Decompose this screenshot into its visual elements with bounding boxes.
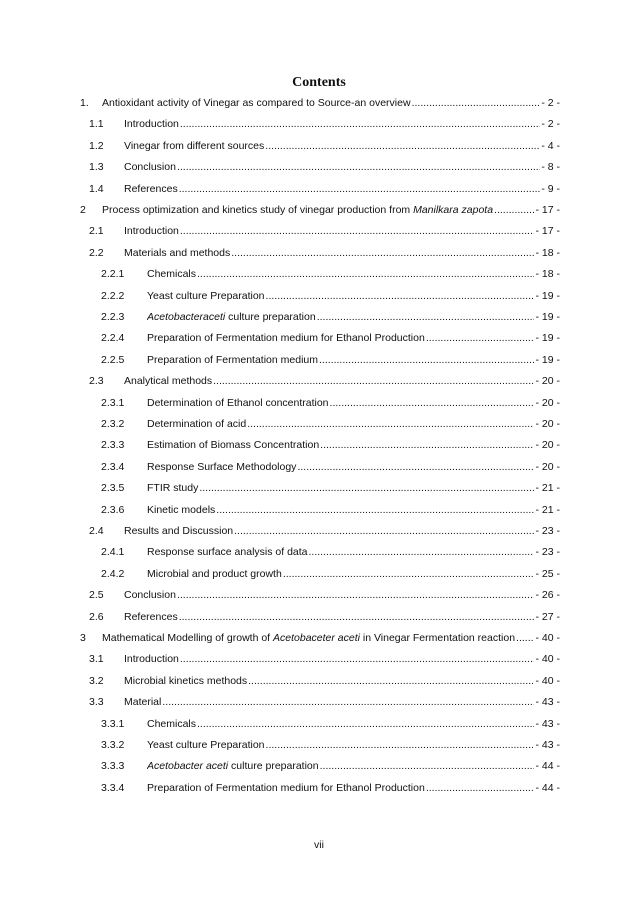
toc-entry-page: - 40 - <box>535 674 560 687</box>
toc-entry-page: - 20 - <box>535 396 560 409</box>
toc-entry[interactable] <box>0 716 638 732</box>
toc-entry-title-text: Yeast culture Preparation <box>147 739 265 751</box>
toc-entry[interactable] <box>0 437 638 453</box>
dot-leader <box>231 245 534 261</box>
toc-entry-title-text: References <box>124 182 178 195</box>
dot-leader <box>320 437 534 453</box>
dot-leader <box>265 138 540 154</box>
toc-entry-title <box>147 459 296 475</box>
toc-entry-page: - 25 - <box>535 567 560 580</box>
toc-entry-page: - 44 - <box>535 781 560 794</box>
toc-entry[interactable] <box>0 288 638 304</box>
toc-entry-title-text: Kinetic models <box>147 503 216 516</box>
toc-entry-title <box>124 523 233 539</box>
dot-leader <box>179 609 535 625</box>
toc-entry[interactable] <box>0 330 638 346</box>
toc-entry-number: 2.3 <box>89 375 104 388</box>
toc-entry-title <box>124 116 179 132</box>
toc-entry-page: - 20 - <box>535 375 560 388</box>
toc-entry-page: - 17 - <box>535 204 560 216</box>
dot-leader <box>317 309 535 325</box>
toc-entry-title <box>124 609 178 625</box>
toc-entry-number: 3.3.1 <box>101 717 125 730</box>
toc-entry-title <box>147 502 215 518</box>
toc-entry-page: - 2 - <box>541 118 560 131</box>
toc-entry-number: 1.2 <box>89 139 104 152</box>
toc-entry-number: 2.2.4 <box>101 332 125 345</box>
toc-entry-page: - 21 - <box>535 503 560 516</box>
toc-entry-number: 2.3.3 <box>101 439 125 452</box>
toc-entry-title-text: Chemicals <box>147 717 197 730</box>
dot-leader <box>179 181 541 197</box>
toc-entry-title-text: Estimation of Biomass Concentration <box>147 439 320 452</box>
toc-entry-title-text: Yeast culture Preparation <box>147 289 265 302</box>
toc-entry[interactable] <box>0 245 638 261</box>
toc-entry-title-text: Antioxidant activity of Vinegar as compared to Source-an overview <box>102 97 411 109</box>
toc-entry-page: - 20 - <box>535 460 560 473</box>
dot-leader <box>297 459 534 475</box>
toc-entry-title <box>147 758 319 774</box>
dot-leader <box>180 223 535 239</box>
toc-entry-page: - 20 - <box>535 439 560 452</box>
toc-entry-title-text: Process optimization and kinetics study of vinegar production from <box>102 204 414 216</box>
toc-entry-title-suffix: in Vinegar Fermentation reaction <box>359 632 516 644</box>
toc-entry-title <box>124 673 247 689</box>
toc-entry-title <box>102 202 493 218</box>
toc-entry-number: 2.3.5 <box>101 482 125 495</box>
toc-entry[interactable] <box>0 116 638 132</box>
toc-entry[interactable] <box>0 566 638 582</box>
toc-entry-number: 3.1 <box>89 653 104 666</box>
toc-entry-page: - 9 - <box>541 182 560 195</box>
dot-leader <box>247 416 534 432</box>
toc-entry[interactable] <box>0 694 638 710</box>
toc-entry-title-suffix: culture preparation <box>228 760 319 773</box>
toc-entry-title-text: Microbial kinetics methods <box>124 674 248 687</box>
toc-entry-title-text: Vinegar from different sources <box>124 139 265 152</box>
toc-entry[interactable] <box>0 395 638 411</box>
dot-leader <box>180 651 535 667</box>
toc-entry-title-text: Determination of acid <box>147 418 247 430</box>
toc-entry[interactable] <box>0 138 638 154</box>
dot-leader <box>248 673 534 689</box>
toc-entry-number: 2.2 <box>89 246 104 259</box>
dot-leader <box>234 523 534 539</box>
toc-entry[interactable] <box>0 630 638 646</box>
dot-leader <box>330 395 535 411</box>
dot-leader <box>216 502 534 518</box>
toc-entry-title <box>147 416 246 432</box>
toc-entry-page: - 40 - <box>535 653 560 666</box>
dot-leader <box>180 116 540 132</box>
toc-entry-title <box>147 566 282 582</box>
toc-entry-title-suffix: culture preparation <box>225 311 316 323</box>
toc-entry-title <box>124 223 179 239</box>
toc-entry-number: 2.2.3 <box>101 311 125 323</box>
toc-entry-number: 2.6 <box>89 610 104 623</box>
toc-entry-title-text: Results and Discussion <box>124 525 234 537</box>
toc-entry-page: - 21 - <box>535 482 560 495</box>
dot-leader <box>283 566 535 582</box>
toc-entry[interactable] <box>0 459 638 475</box>
toc-entry-title-text: Mathematical Modelling of growth of <box>102 632 273 644</box>
toc-entry-title-italic: Manilkara zapota <box>413 204 494 216</box>
toc-entry-title <box>147 437 319 453</box>
toc-entry-number: 2.2.1 <box>101 268 125 281</box>
toc-entry-title <box>147 288 265 304</box>
toc-entry-page: - 18 - <box>535 268 560 281</box>
toc-entry-page: - 20 - <box>535 418 560 430</box>
toc-entry-number: 1.3 <box>89 161 104 174</box>
toc-entry-page: - 18 - <box>535 246 560 259</box>
page-title: Contents <box>292 75 346 90</box>
toc-entry-title-text: Determination of Ethanol concentration <box>147 396 329 409</box>
toc-entry[interactable] <box>0 587 638 603</box>
toc-entry-title-text: Preparation of Fermentation medium <box>147 353 318 366</box>
toc-entry-page: - 19 - <box>535 353 560 366</box>
toc-entry[interactable] <box>0 223 638 239</box>
dot-leader <box>426 330 535 346</box>
toc-entry[interactable] <box>0 159 638 175</box>
dot-leader <box>426 780 535 796</box>
toc-entry-number: 3.3.3 <box>101 760 125 773</box>
toc-entry-number: 2.3.2 <box>101 418 125 430</box>
toc-entry-title <box>147 480 198 496</box>
toc-entry-title-italic: Acetobacter aceti <box>147 760 229 773</box>
toc-entry-title-text: Conclusion <box>124 589 176 602</box>
toc-entry-title-text: Introduction <box>124 653 179 666</box>
toc-entry-title-text: Chemicals <box>147 268 197 281</box>
toc-entry-page: - 23 - <box>535 525 560 537</box>
toc-entry-number: 3.3 <box>89 696 104 709</box>
toc-entry[interactable] <box>0 651 638 667</box>
toc-entry-number: 3.2 <box>89 674 104 687</box>
toc-entry-title <box>124 245 230 261</box>
dot-leader <box>213 373 534 389</box>
toc-entry-number: 2.4.1 <box>101 546 125 559</box>
toc-entry-title-text: Response surface analysis of data <box>147 546 308 559</box>
toc-entry[interactable] <box>0 352 638 368</box>
toc-entry-title <box>147 395 329 411</box>
toc-entry[interactable] <box>0 480 638 496</box>
toc-entry-page: - 43 - <box>535 717 560 730</box>
toc-entry-title-text: FTIR study <box>147 482 199 495</box>
toc-entry-title <box>124 138 264 154</box>
toc-entry-number: 2.3.1 <box>101 396 125 409</box>
toc-entry-page: - 4 - <box>541 139 560 152</box>
toc-entry-page: - 23 - <box>535 546 560 559</box>
toc-entry-number: 3 <box>80 632 86 644</box>
toc-entry-title <box>124 587 176 603</box>
toc-entry-title-text: Introduction <box>124 118 179 131</box>
toc-entry-title <box>147 266 196 282</box>
dot-leader <box>199 480 534 496</box>
toc-entry-title <box>147 780 425 796</box>
toc-entry-title-text: Preparation of Fermentation medium for Ethanol Production <box>147 332 425 345</box>
toc-entry[interactable] <box>0 758 638 774</box>
toc-entry-title <box>124 651 179 667</box>
toc-entry-number: 2 <box>80 204 86 216</box>
toc-entry-title-text: Preparation of Fermentation medium for Ethanol Production <box>147 781 425 794</box>
dot-leader <box>319 352 534 368</box>
toc-entry-page: - 19 - <box>535 289 560 302</box>
toc-entry-title-text: Material <box>124 696 162 709</box>
toc-entry-title-text: Response Surface Methodology <box>147 460 297 473</box>
toc-entry-title-text: Conclusion <box>124 161 176 174</box>
dot-leader <box>266 737 535 753</box>
toc-entry-title <box>124 181 178 197</box>
toc-entry[interactable] <box>0 309 638 325</box>
toc-entry[interactable] <box>0 737 638 753</box>
toc-entry[interactable] <box>0 202 638 218</box>
dot-leader <box>309 544 535 560</box>
toc-entry-title-text: References <box>124 610 178 623</box>
toc-entry-number: 2.3.4 <box>101 460 125 473</box>
toc-entry[interactable] <box>0 266 638 282</box>
dot-leader <box>162 694 534 710</box>
toc-entry-page: - 2 - <box>541 97 560 109</box>
toc-entry-title-text: Microbial and product growth <box>147 567 282 580</box>
toc-entry[interactable] <box>0 181 638 197</box>
toc-entry-number: 1.4 <box>89 182 104 195</box>
toc-entry-title-text: Introduction <box>124 225 179 238</box>
toc-entry-page: - 8 - <box>541 161 560 174</box>
dot-leader <box>516 630 534 646</box>
toc-entry-number: 1.1 <box>89 118 104 131</box>
toc-entry[interactable] <box>0 95 638 111</box>
toc-entry[interactable] <box>0 544 638 560</box>
toc-entry-title-text: Materials and methods <box>124 246 231 259</box>
toc-entry-page: - 19 - <box>535 311 560 323</box>
dot-leader <box>177 159 540 175</box>
toc-entry-title-italic: Acetobaceter aceti <box>273 632 360 644</box>
toc-entry-number: 2.2.2 <box>101 289 125 302</box>
toc-entry[interactable] <box>0 373 638 389</box>
toc-entry-title-italic: Acetobacteraceti <box>147 311 226 323</box>
page-number-folio: vii <box>314 839 324 851</box>
toc-entry-page: - 17 - <box>535 225 560 238</box>
toc-entry[interactable] <box>0 523 638 539</box>
toc-entry-title <box>147 330 425 346</box>
toc-entry-title <box>147 352 318 368</box>
dot-leader <box>197 266 534 282</box>
toc-entry-number: 2.4.2 <box>101 567 125 580</box>
toc-entry-number: 1. <box>80 97 89 109</box>
dot-leader <box>320 758 535 774</box>
toc-entry-title <box>102 630 515 646</box>
toc-entry[interactable] <box>0 502 638 518</box>
toc-entry-number: 2.5 <box>89 589 104 602</box>
toc-entry-page: - 26 - <box>535 589 560 602</box>
dot-leader <box>266 288 535 304</box>
toc-entry-number: 2.1 <box>89 225 104 238</box>
toc-entry-page: - 44 - <box>535 760 560 773</box>
toc-entry-title <box>147 309 316 325</box>
toc-entry-title <box>124 373 212 389</box>
toc-entry-number: 2.2.5 <box>101 353 125 366</box>
toc-entry-title <box>124 159 176 175</box>
dot-leader <box>412 95 541 111</box>
toc-entry[interactable] <box>0 609 638 625</box>
toc-entry-page: - 19 - <box>535 332 560 345</box>
toc-entry-title <box>147 716 196 732</box>
toc-entry-title <box>124 694 161 710</box>
dot-leader <box>494 202 534 218</box>
toc-entry-page: - 27 - <box>535 610 560 623</box>
toc-entry[interactable] <box>0 673 638 689</box>
toc-entry-page: - 43 - <box>535 739 560 751</box>
toc-entry-page: - 43 - <box>535 696 560 709</box>
toc-entry-number: 3.3.2 <box>101 739 125 751</box>
toc-entry-number: 2.3.6 <box>101 503 125 516</box>
toc-entry-title <box>147 544 308 560</box>
toc-entry[interactable] <box>0 780 638 796</box>
toc-entry-number: 3.3.4 <box>101 781 125 794</box>
toc-entry-title <box>147 737 265 753</box>
dot-leader <box>197 716 534 732</box>
dot-leader <box>177 587 535 603</box>
toc-entry-title-text: Analytical methods <box>124 375 213 388</box>
toc-entry[interactable] <box>0 416 638 432</box>
toc-entry-title <box>102 95 411 111</box>
toc-entry-number: 2.4 <box>89 525 104 537</box>
toc-entry-page: - 40 - <box>535 632 560 644</box>
